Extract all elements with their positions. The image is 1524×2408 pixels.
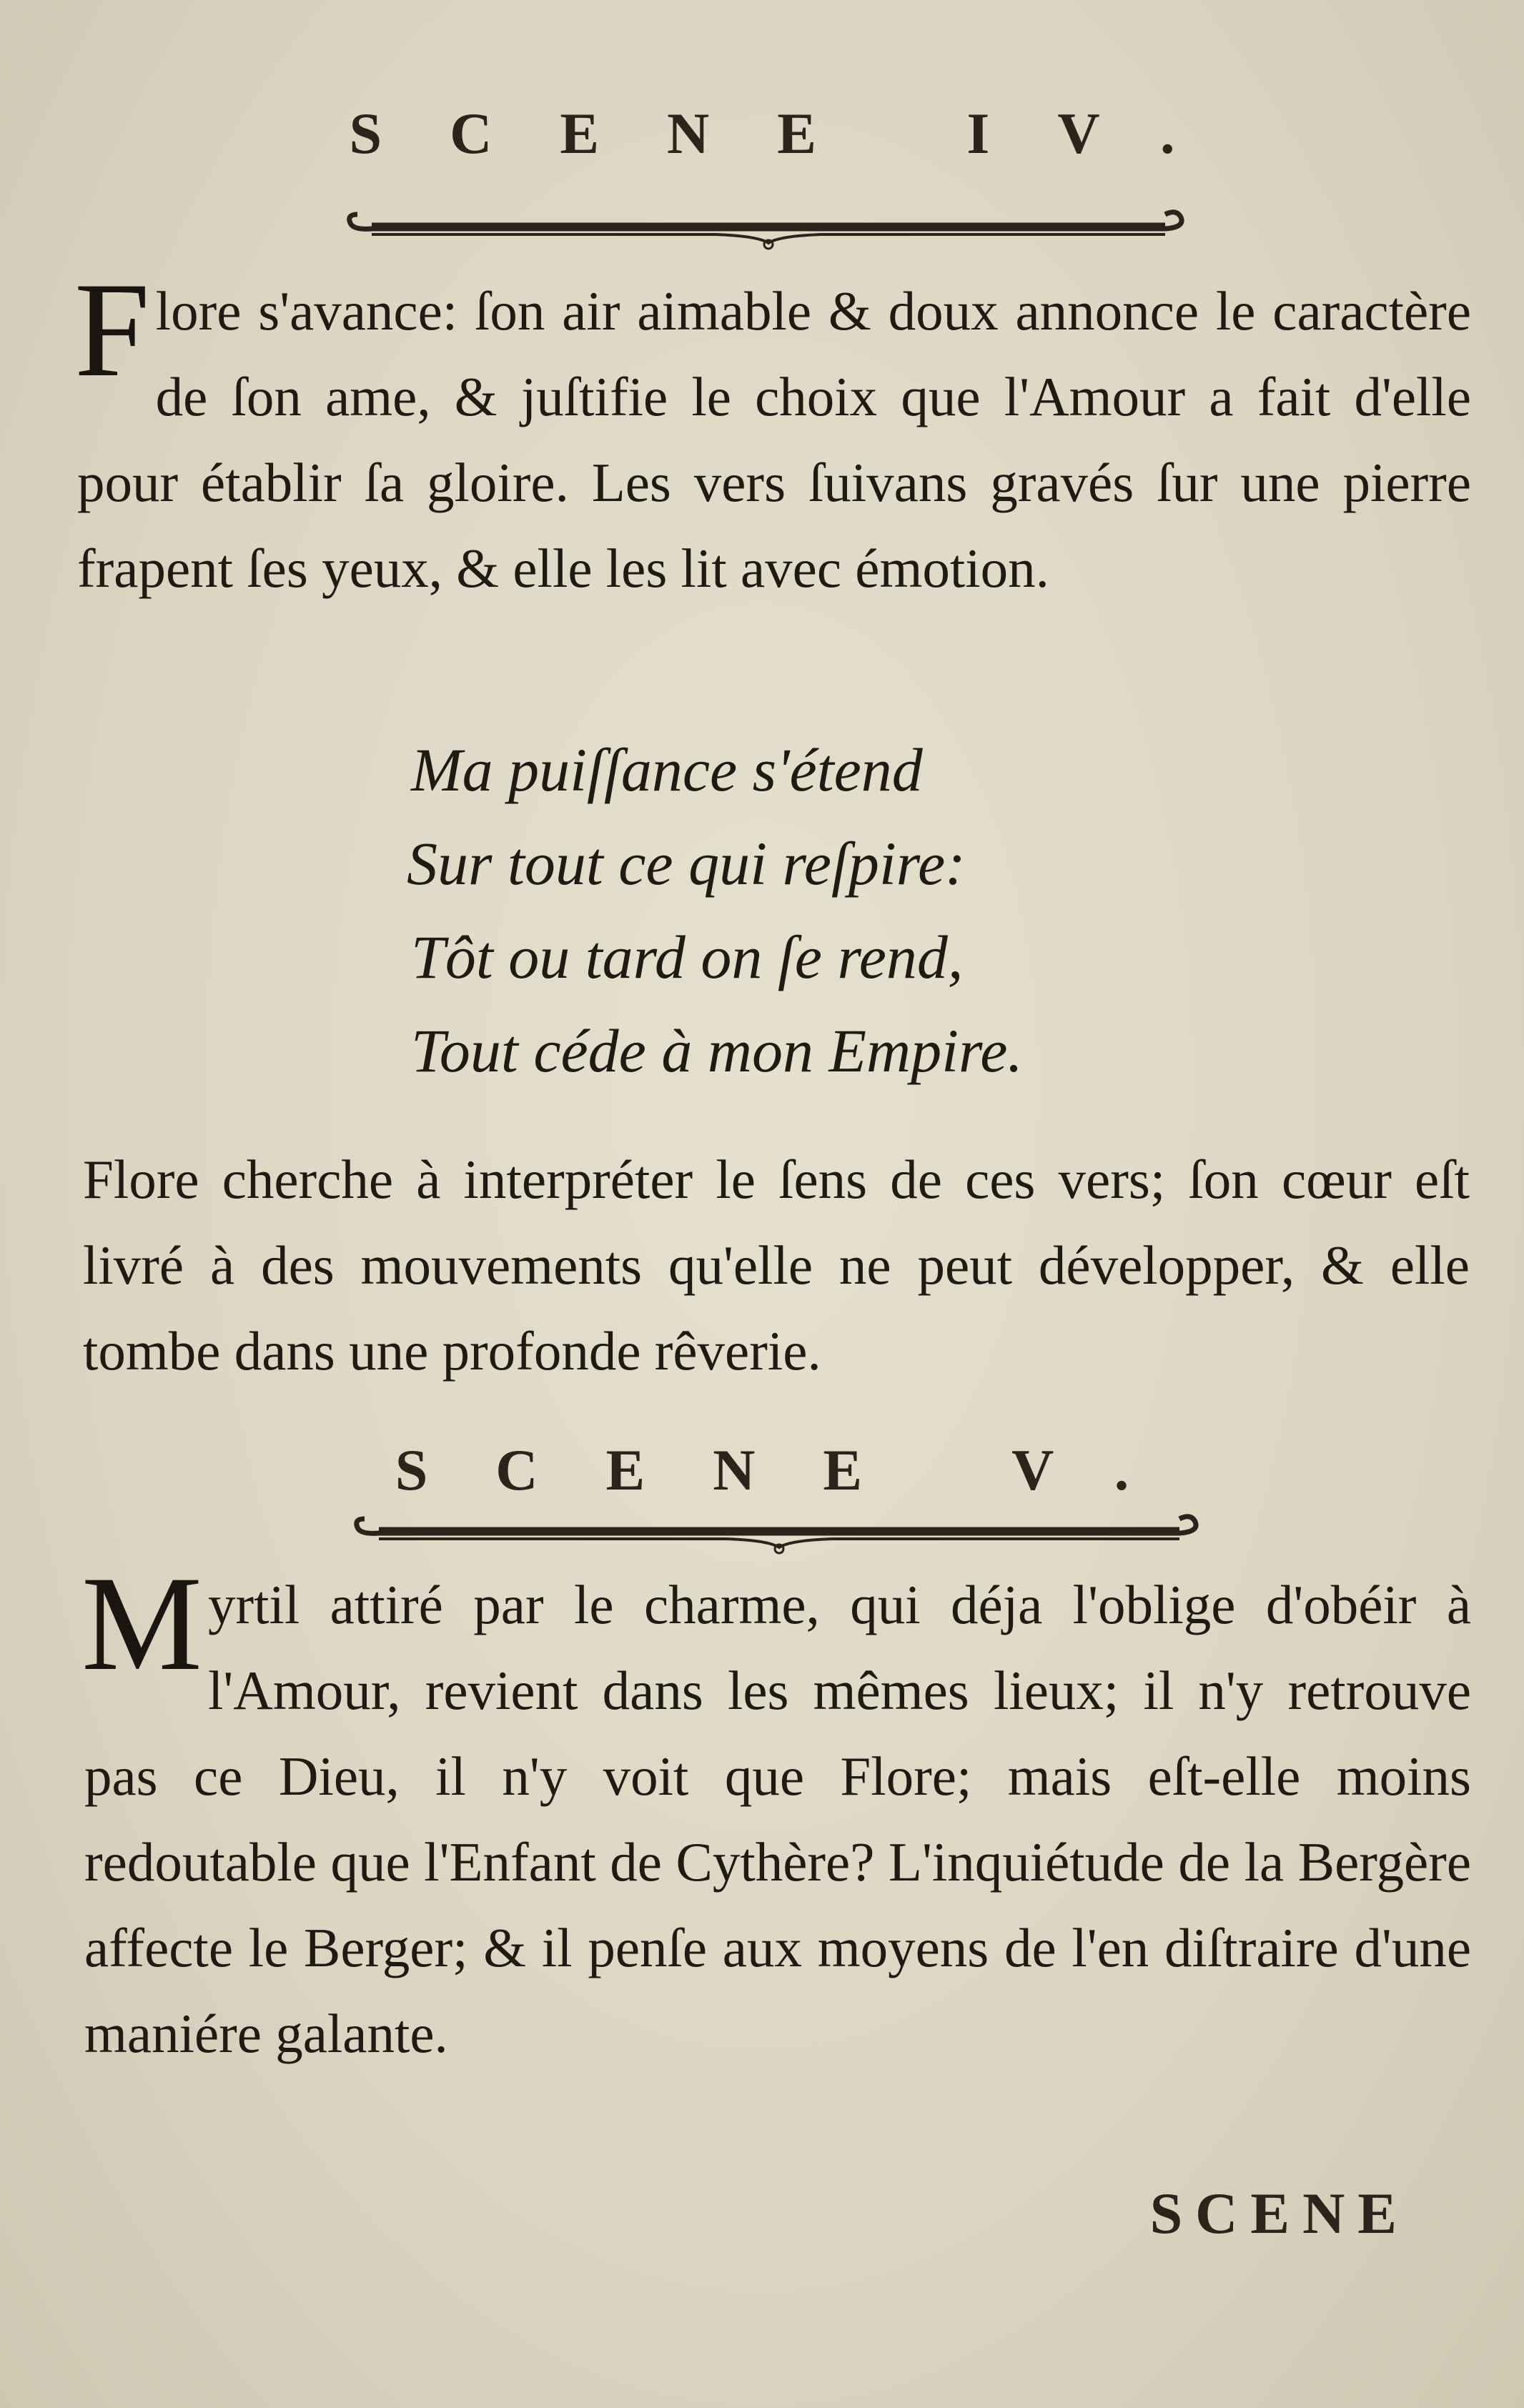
ornamental-rule <box>350 1497 1208 1555</box>
paragraph-text: lore s'avance: ſon air aimable & doux annonce le caractère de ſon ame, & juſtifie le choix que l'Amour a fait d'elle pour établir ſa gloire. Les vers ſuivans gravés ſur une pierre frapent ſes yeux, & elle les lit avec émotion. <box>77 280 1471 599</box>
scene4-paragraph <box>74 255 1471 611</box>
scene-heading: SCENE IV. <box>349 101 1243 166</box>
verse-line: Sur tout ce qui reſpire: <box>407 829 966 898</box>
after-verse-paragraph: Flore cherche à interpréter le ſens de ces vers; ſon cœur eſt livré à des mouvements qu'elle ne peut développer, & elle tombe dans une profonde rêverie. <box>83 1149 1470 1382</box>
paragraph-text: yrtil attiré par le charme, qui déja l'oblige d'obéir à l'Amour, revient dans les mêmes lieux; il n'y retrouve pas ce Dieu, il n'y voit que Flore; mais eſt-elle moins redoutable que l'Enfant de Cythère? L'inquiétude de la Bergère affecte le Berger; & il penſe aux moyens de l'en diſtraire d'une maniére galante. <box>84 1574 1471 2064</box>
verse-line: Ma puiſſance s'étend <box>411 735 923 804</box>
scene-heading: SCENE V. <box>395 1437 1197 1502</box>
ornamental-rule <box>343 193 1194 250</box>
drop-cap: F <box>74 255 150 405</box>
drop-cap: M <box>81 1549 202 1699</box>
verse-line: Tout céde à mon Empire. <box>411 1016 1023 1085</box>
catchword: SCENE <box>1149 2181 1410 2246</box>
inscription-verse <box>407 723 1340 1098</box>
scene5-paragraph <box>81 1549 1471 2076</box>
verse-line: Tôt ou tard on ſe rend, <box>411 923 964 991</box>
